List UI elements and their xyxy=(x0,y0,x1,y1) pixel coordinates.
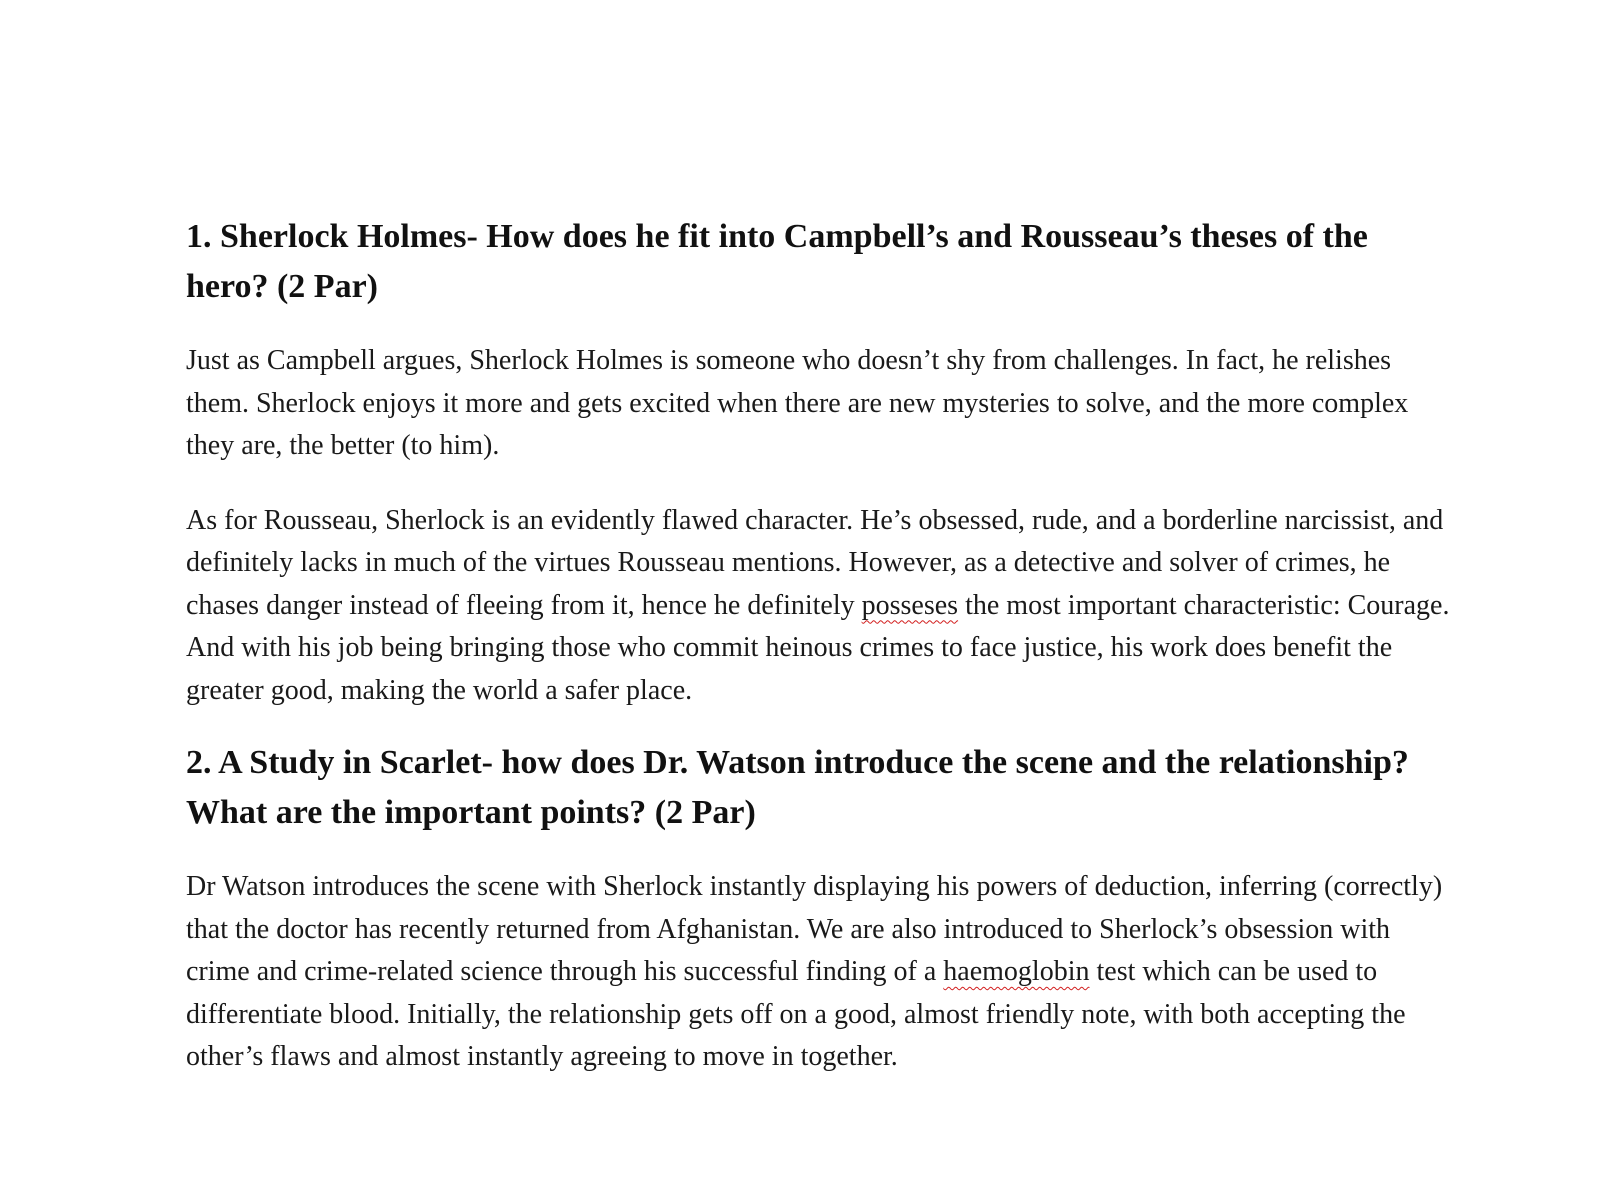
section-1-paragraph-1[interactable]: Just as Campbell argues, Sherlock Holmes is someone who doesn’t shy from challenges. In fact, he relishes them. Sherlock enjoys it more and gets excited when there are new mysteries to solve, and the more complex they are, the better (to him). xyxy=(186,345,1409,461)
misspelled-word[interactable]: posseses xyxy=(861,589,959,621)
section-1-heading: 1. Sherlock Holmes- How does he fit into Campbell’s and Rousseau’s theses of the hero? (2 Par) xyxy=(186,218,1368,305)
section-2-paragraph-1[interactable] xyxy=(186,866,1456,1079)
section-2-heading: 2. A Study in Scarlet- how does Dr. Watson introduce the scene and the relationship? What are the important points? (2 Par) xyxy=(186,744,1409,831)
paragraph-text: the most important characteristic: Courage. And with his job being bringing those who commit heinous crimes to face justice, his work does benefit the greater good, making the world a safer place. xyxy=(186,589,1450,706)
paragraph-text: Dr Watson introduces the scene with Sherlock instantly displaying his powers of deduction, inferring (correctly) that the doctor has recently returned from Afghanistan. We are also introduced to Sherlock’s obsession with crime and crime-related science through his successful finding of a xyxy=(186,871,1443,987)
paragraph-text: As for Rousseau, Sherlock is an evidently flawed character. He’s obsessed, rude, and a borderline narcissist, and definitely lacks in much of the virtues Rousseau mentions. However, as a detective and solver of crimes, he chases danger instead of fleeing from it, hence he definitely xyxy=(186,504,1444,621)
section-1-paragraph-2[interactable] xyxy=(186,500,1456,713)
paragraph-text: test which can be used to differentiate blood. Initially, the relationship gets off on a good, almost friendly note, with both accepting the other’s flaws and almost instantly agreeing to move in together. xyxy=(186,956,1406,1072)
misspelled-word[interactable]: haemoglobin xyxy=(943,956,1090,987)
document-page xyxy=(186,212,1456,1079)
